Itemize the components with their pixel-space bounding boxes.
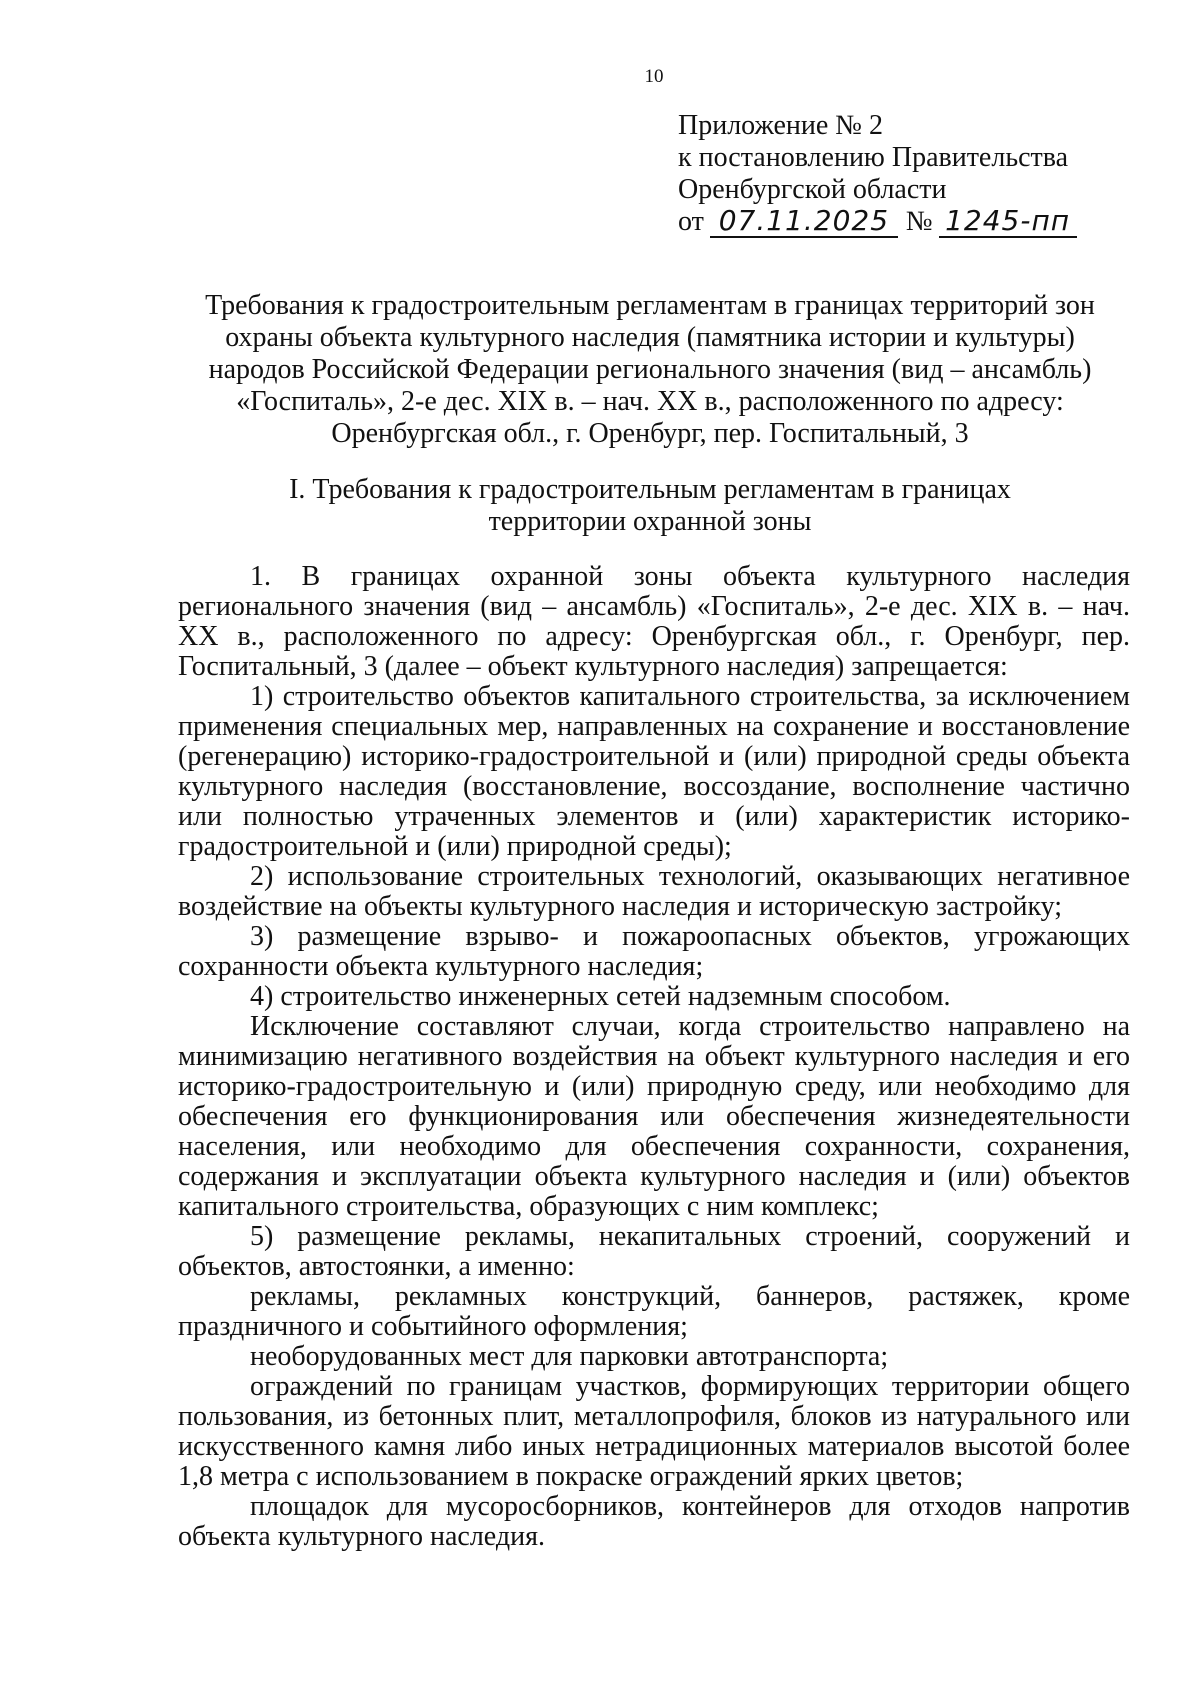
sub-item-2: необорудованных мест для парковки автотранспорта; <box>250 1341 889 1372</box>
section-heading-line-1: I. Требования к градостроительным регламентам в границах <box>289 474 1011 505</box>
title-line-3: народов Российской Федерации регионального значения (вид – ансамбль) <box>208 354 1092 385</box>
appendix-line-1: Приложение № 2 <box>678 110 883 141</box>
appendix-line-3: Оренбургской области <box>678 174 947 205</box>
list-item-1: 1) строительство объектов капитального строительства, за исключением применения специальных мер, направленных на сохранение и восстановление (регенерацию) историко-градостроительной и (или) природной среды объекта культурного наследия (восстановление, воссоздание, восполнение частично или полностью утраченных элементов и (или) характеристик историко-градостроительной и (или) природной среды); <box>178 681 1130 862</box>
list-item-4: 4) строительство инженерных сетей надземным способом. <box>250 981 951 1012</box>
title-line-1: Требования к градостроительным регламентам в границах территорий зон <box>205 290 1095 321</box>
handwritten-number: 1245-пп <box>939 206 1077 238</box>
list-item-5: 5) размещение рекламы, некапитальных строений, сооружений и объектов, автостоянки, а именно: <box>178 1221 1130 1282</box>
sub-item-4: площадок для мусоросборников, контейнеров для отходов напротив объекта культурного наследия. <box>178 1491 1130 1552</box>
list-item-2: 2) использование строительных технологий, оказывающих негативное воздействие на объекты культурного наследия и историческую застройку; <box>178 861 1130 922</box>
section-heading <box>150 474 1150 538</box>
title-line-4: «Госпиталь», 2-е дес. XIX в. – нач. XX в., расположенного по адресу: <box>236 386 1064 417</box>
section-heading-line-2: территории охранной зоны <box>488 506 812 537</box>
paragraph-1: 1. В границах охранной зоны объекта культурного наследия регионального значения (вид – ансамбль) «Госпиталь», 2-е дес. XIX в. – нач. XX в., расположенного по адресу: Оренбургская обл., г. Оренбург, пер. Госпитальный, 3 (далее – объект культурного наследия) запрещается: <box>178 561 1130 682</box>
title-line-2: охраны объекта культурного наследия (памятника истории и культуры) <box>225 322 1075 353</box>
appendix-date-number-line <box>678 206 1077 238</box>
sub-item-3: ограждений по границам участков, формирующих территории общего пользования, из бетонных плит, металлопрофиля, блоков из натурального или искусственного камня либо иных нетрадиционных материалов высотой более 1,8 метра с использованием в покраске ограждений ярких цветов; <box>178 1371 1130 1492</box>
appendix-line-2: к постановлению Правительства <box>678 142 1069 173</box>
list-item-3: 3) размещение взрыво- и пожароопасных объектов, угрожающих сохранности объекта культурного наследия; <box>178 921 1130 982</box>
number-label: № <box>905 206 933 237</box>
from-label: от <box>678 206 704 237</box>
page-number: 10 <box>644 66 664 87</box>
title-line-5: Оренбургская обл., г. Оренбург, пер. Госпитальный, 3 <box>331 418 969 449</box>
exception-paragraph: Исключение составляют случаи, когда строительство направлено на минимизацию негативного воздействия на объект культурного наследия и его историко-градостроительную и (или) природную среду, или необходимо для обеспечения его функционирования или обеспечения жизнедеятельности населения, или необходимо для обеспечения сохранности, сохранения, содержания и эксплуатации объекта культурного наследия и (или) объектов капитального строительства, образующих с ним комплекс; <box>178 1011 1130 1222</box>
document-body <box>178 562 1130 1552</box>
sub-item-1: рекламы, рекламных конструкций, баннеров, растяжек, кроме праздничного и событийного оформления; <box>178 1281 1130 1342</box>
appendix-header <box>678 110 1077 238</box>
handwritten-date: 07.11.2025 <box>710 206 898 238</box>
document-title <box>150 290 1150 450</box>
